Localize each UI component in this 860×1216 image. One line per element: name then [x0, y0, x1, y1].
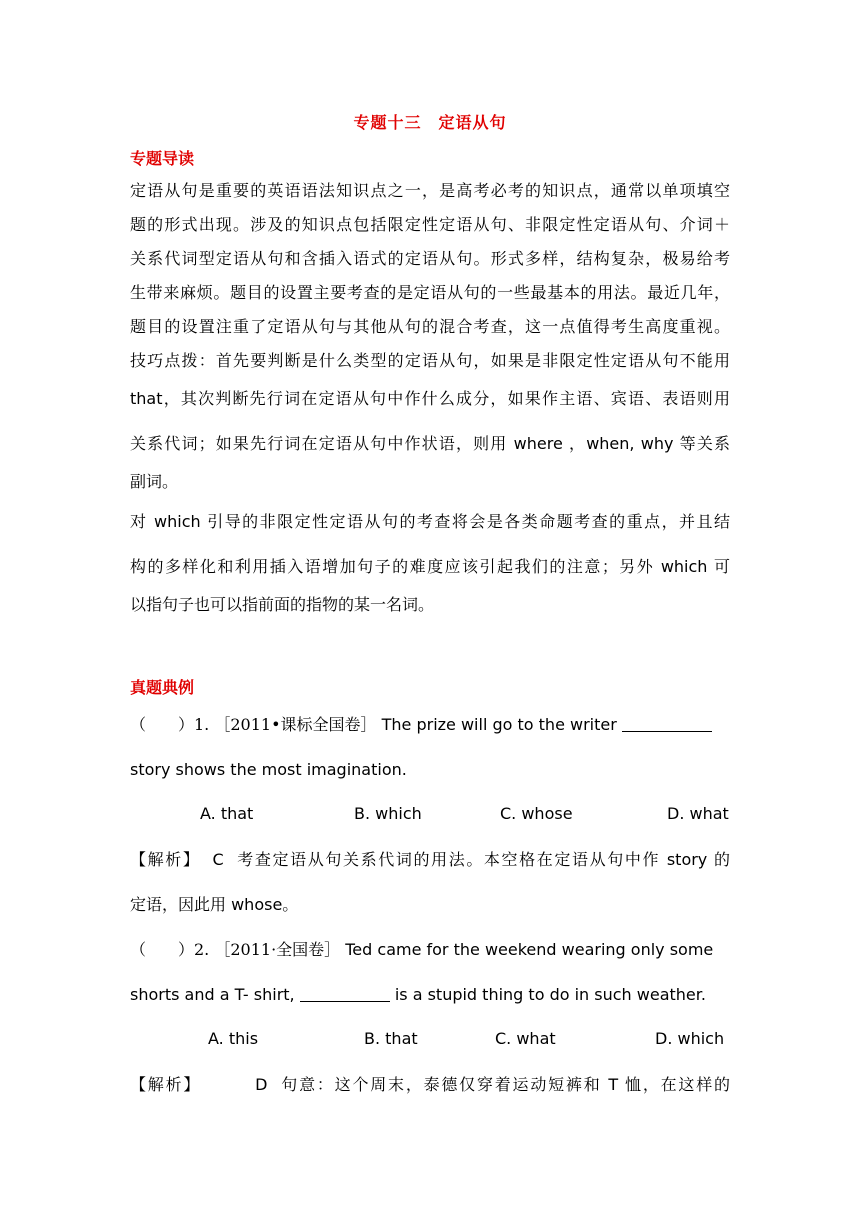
- question-1-continuation: story shows the most imagination.: [130, 760, 407, 779]
- keyword-that: that: [130, 389, 163, 408]
- keyword-which: which: [154, 512, 201, 531]
- guide-line-3: 关系代词型定语从句和含插入语式的定语从句。形式多样，结构复杂，极易给考: [130, 249, 730, 268]
- guide-line-4: 生带来麻烦。题目的设置主要考查的是定语从句的一些最基本的用法。最近几年，: [130, 283, 730, 302]
- question-2-continuation: shorts and a T- shirt, is a stupid thing to do in such weather.: [130, 985, 706, 1004]
- analysis-label: 【解析】: [130, 850, 201, 869]
- option-d: D. what: [667, 804, 729, 823]
- question-2: [130, 939, 730, 961]
- keyword-which: which: [660, 557, 708, 576]
- analysis-label: 【解析】: [130, 1075, 202, 1094]
- question-1-analysis: 【解析】 C 考查定语从句关系代词的用法。本空格在定语从句中作 story 的: [130, 850, 730, 869]
- guide-line-12: 以指句子也可以指前面的指物的某一名词。: [130, 595, 435, 614]
- answer-blank: [300, 985, 390, 1002]
- question-2-analysis: 【解析】 D 句意：这个周末，泰德仅穿着运动短裤和 T 恤，在这样的: [130, 1075, 730, 1094]
- analysis-answer: D: [255, 1075, 268, 1094]
- guide-line-11: 构的多样化和利用插入语增加句子的难度应该引起我们的注意；另外 which 可: [130, 557, 730, 576]
- guide-line-2: 题的形式出现。涉及的知识点包括限定性定语从句、非限定性定语从句、介词＋: [130, 215, 730, 234]
- question-2-text: Ted came for the weekend wearing only some: [345, 940, 714, 959]
- guide-line-1: 定语从句是重要的英语语法知识点之一，是高考必考的知识点，通常以单项填空: [130, 181, 730, 200]
- option-c: C. what: [495, 1029, 556, 1048]
- option-b: B. which: [354, 804, 422, 823]
- analysis-answer: C: [212, 850, 224, 869]
- question-1-prefix: （ ）1. ［2011•课标全国卷］: [130, 715, 382, 734]
- option-a: A. that: [200, 804, 254, 823]
- guide-line-10: 对 which 引导的非限定性定语从句的考查将会是各类命题考查的重点，并且结: [130, 512, 730, 531]
- guide-heading: 专题导读: [130, 149, 195, 168]
- guide-line-9: 副词。: [130, 472, 179, 491]
- guide-line-5: 题目的设置注重了定语从句与其他从句的混合考查，这一点值得考生高度重视。: [130, 317, 730, 336]
- keywords-where-when-why: where ，when, why: [513, 434, 674, 453]
- guide-line-7: that，其次判断先行词在定语从句中作什么成分，如果作主语、宾语、表语则用: [130, 389, 730, 408]
- option-a: A. this: [208, 1029, 259, 1048]
- option-c: C. whose: [500, 804, 573, 823]
- question-1: [130, 714, 730, 736]
- guide-line-6: 技巧点拨：首先要判断是什么类型的定语从句，如果是非限定性定语从句不能用: [130, 351, 730, 370]
- answer-blank: [622, 715, 712, 732]
- guide-line-8: 关系代词；如果先行词在定语从句中作状语，则用 where ，when, why 等关系: [130, 434, 730, 453]
- option-b: B. that: [364, 1029, 418, 1048]
- option-d: D. which: [655, 1029, 725, 1048]
- document-title: 专题十三 定语从句: [353, 113, 507, 132]
- question-1-text: The prize will go to the writer: [381, 715, 617, 734]
- question-2-prefix: （ ）2. ［2011·全国卷］: [130, 940, 346, 959]
- question-1-analysis-cont: 定语，因此用 whose。: [130, 895, 299, 914]
- examples-heading: 真题典例: [130, 678, 195, 697]
